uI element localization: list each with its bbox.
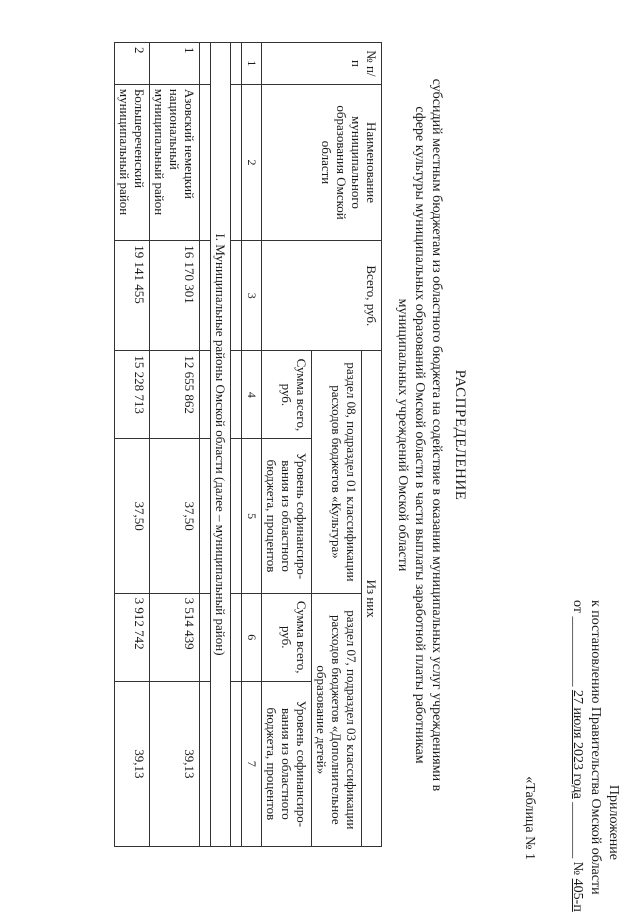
column-number: 3 — [242, 241, 262, 351]
header-name: Наименование муниципального образования Омской области — [262, 84, 382, 240]
header-no: № п/п — [262, 43, 382, 85]
header-education-sum: Сумма всего, руб. — [262, 593, 312, 681]
column-number: 2 — [242, 84, 262, 240]
column-number: 1 — [242, 43, 262, 85]
row-total: 19 141 455 — [115, 241, 150, 351]
row-culture-level: 37,50 — [115, 439, 150, 593]
decree-reference: к постановлению Правительства Омской области — [588, 600, 603, 895]
table-label: «Таблица № 1 — [522, 776, 537, 860]
row-culture-sum: 12 655 862 — [150, 351, 200, 439]
row-education-level: 39,13 — [150, 681, 200, 846]
column-number: 4 — [242, 351, 262, 439]
row-education-sum: 3 912 742 — [115, 593, 150, 681]
row-name: Большереченский муниципальный район — [115, 84, 150, 240]
appendix-title: Приложение — [606, 784, 621, 860]
decree-date-line: от __________ 27 июля 2023 года ________ № 405-п — [570, 600, 585, 912]
header-culture-sum: Сумма всего, руб. — [262, 351, 312, 439]
appendix-header — [520, 600, 622, 912]
header-row — [362, 43, 382, 847]
distribution-table — [114, 42, 382, 847]
column-number: 5 — [242, 439, 262, 593]
decree-date: 27 июля 2023 года — [570, 689, 585, 799]
subtitle-line: муниципальных учреждений Омской области — [395, 298, 410, 572]
header-of-them: Из них — [362, 351, 382, 847]
document-subtitle — [394, 40, 445, 830]
header-culture-level: Уровень софинансиро-вания из областного бюджета, процентов — [262, 439, 312, 593]
table-row — [115, 43, 150, 847]
column-number-row — [242, 43, 262, 847]
row-culture-level: 37,50 — [150, 439, 200, 593]
row-education-level: 39,13 — [115, 681, 150, 846]
decree-number: 405-п — [570, 878, 585, 912]
row-no: 1 — [150, 43, 200, 85]
subtitle-line: субсидий местным бюджетам из областного бюджета на содействие в оказании муниципальных услуг учреждениями в — [429, 78, 444, 792]
table-row — [150, 43, 200, 847]
spacer-row — [231, 43, 242, 847]
header-total: Всего, руб. — [262, 241, 382, 351]
row-total: 16 170 301 — [150, 241, 200, 351]
section-row — [211, 43, 231, 847]
row-culture-sum: 15 228 713 — [115, 351, 150, 439]
header-group-culture: раздел 08, подраздел 01 классификации расходов бюджетов «Культура» — [312, 351, 362, 593]
date-prefix: от — [570, 600, 585, 613]
row-education-sum: 3 514 439 — [150, 593, 200, 681]
spacer-row — [200, 43, 211, 847]
row-no: 2 — [115, 43, 150, 85]
document-title: РАСПРЕДЕЛЕНИЕ — [452, 369, 468, 501]
column-number: 6 — [242, 593, 262, 681]
column-number: 7 — [242, 681, 262, 846]
number-prefix: № — [570, 861, 585, 876]
section-title: I. Муниципальные районы Омской области (далее – муниципальный район) — [211, 43, 231, 847]
header-education-level: Уровень софинансиро-вания из областного бюджета, процентов — [262, 681, 312, 846]
header-group-education: раздел 07, подраздел 03 классификации расходов бюджетов «Дополнительное образование детей» — [312, 593, 362, 846]
subtitle-line: сфере культуры муниципальных образований Омской области в части выплаты заработной платы работникам — [412, 106, 427, 764]
row-name: Азовский немецкий национальный муниципальный район — [150, 84, 200, 240]
